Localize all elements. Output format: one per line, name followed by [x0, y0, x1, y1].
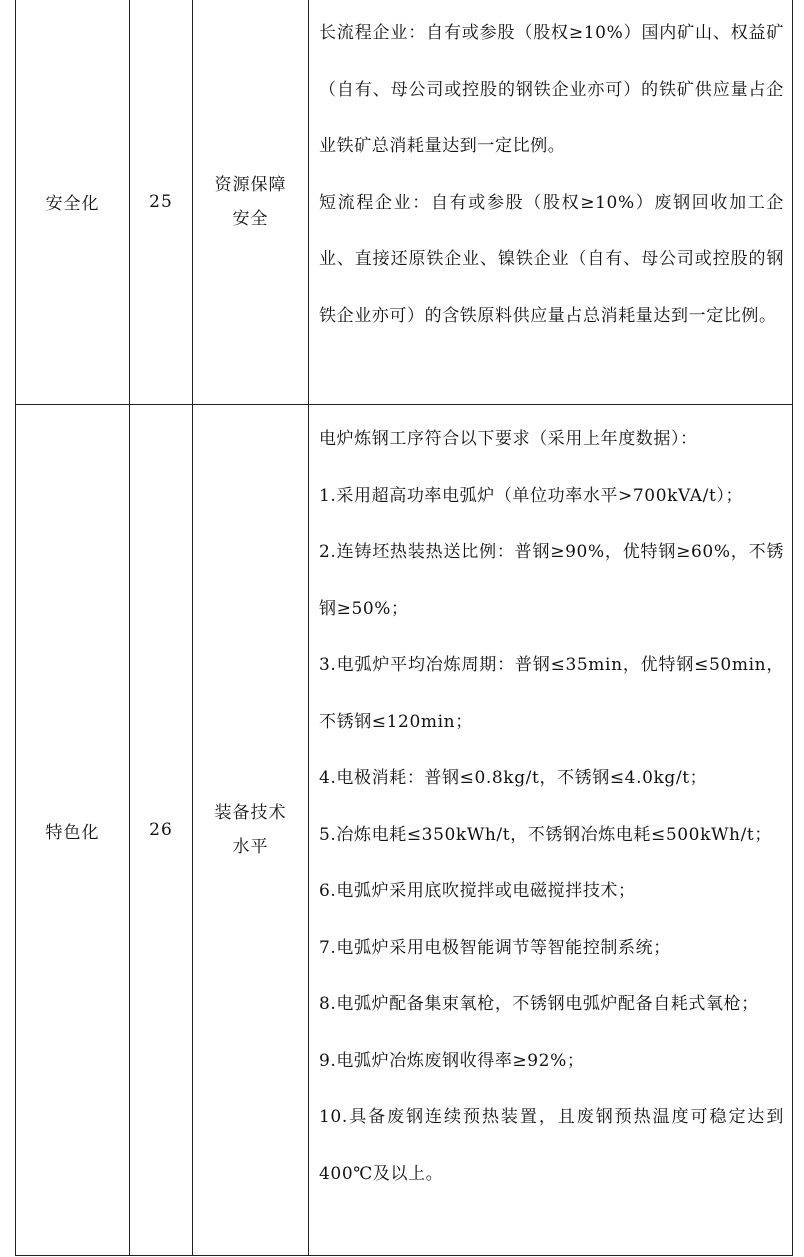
table-row — [16, 405, 793, 1256]
category-cell: 安全化 — [16, 0, 130, 405]
description-paragraph: 4.电极消耗：普钢≤0.8kg/t，不锈钢≤4.0kg/t； — [319, 768, 708, 788]
description-paragraph: 3.电弧炉平均冶炼周期：普钢≤35min，优特钢≤50min，不锈钢≤120min； — [319, 655, 784, 732]
item-label: 装备技术水平 — [214, 803, 287, 857]
description-paragraph: 短流程企业：自有或参股（股权≥10%）废钢回收加工企业、直接还原铁企业、镍铁企业（自有、母公司或控股的钢铁企业亦可）的含铁原料供应量占总消耗量达到一定比例。 — [319, 192, 784, 326]
description-paragraph: 5.冶炼电耗≤350kWh/t，不锈钢冶炼电耗≤500kWh/t； — [319, 824, 772, 845]
description-paragraph: 电炉炼钢工序符合以下要求（采用上年度数据）： — [319, 429, 698, 449]
description-paragraph: 长流程企业：自有或参股（股权≥10%）国内矿山、权益矿（自有、母公司或控股的钢铁企业亦可）的铁矿供应量占企业铁矿总消耗量达到一定比例。 — [319, 23, 784, 156]
number-cell: 25 — [130, 0, 193, 405]
category-cell: 特色化 — [16, 405, 130, 1256]
description-paragraph: 8.电弧炉配备集束氧枪，不锈钢电弧炉配备自耗式氧枪； — [319, 994, 759, 1014]
description-paragraph: 10.具备废钢连续预热装置，且废钢预热温度可稳定达到400℃及以上。 — [319, 1107, 784, 1184]
item-cell — [193, 0, 309, 405]
item-label: 资源保障安全 — [214, 174, 287, 229]
requirements-table — [15, 0, 793, 1256]
item-cell — [193, 405, 309, 1256]
description-cell — [309, 405, 793, 1256]
description-cell — [309, 0, 793, 405]
number-cell: 26 — [130, 405, 193, 1256]
description-paragraph: 2.连铸坯热装热送比例：普钢≥90%，优特钢≥60%，不锈钢≥50%； — [319, 542, 784, 619]
description-paragraph: 6.电弧炉采用底吹搅拌或电磁搅拌技术； — [319, 881, 636, 901]
description-paragraph: 9.电弧炉冶炼废钢收得率≥92%； — [319, 1050, 585, 1071]
description-paragraph: 1.采用超高功率电弧炉（单位功率水平>700kVA/t）； — [319, 485, 744, 506]
description-paragraph: 7.电弧炉采用电极智能调节等智能控制系统； — [319, 937, 671, 958]
table-row — [16, 0, 793, 405]
